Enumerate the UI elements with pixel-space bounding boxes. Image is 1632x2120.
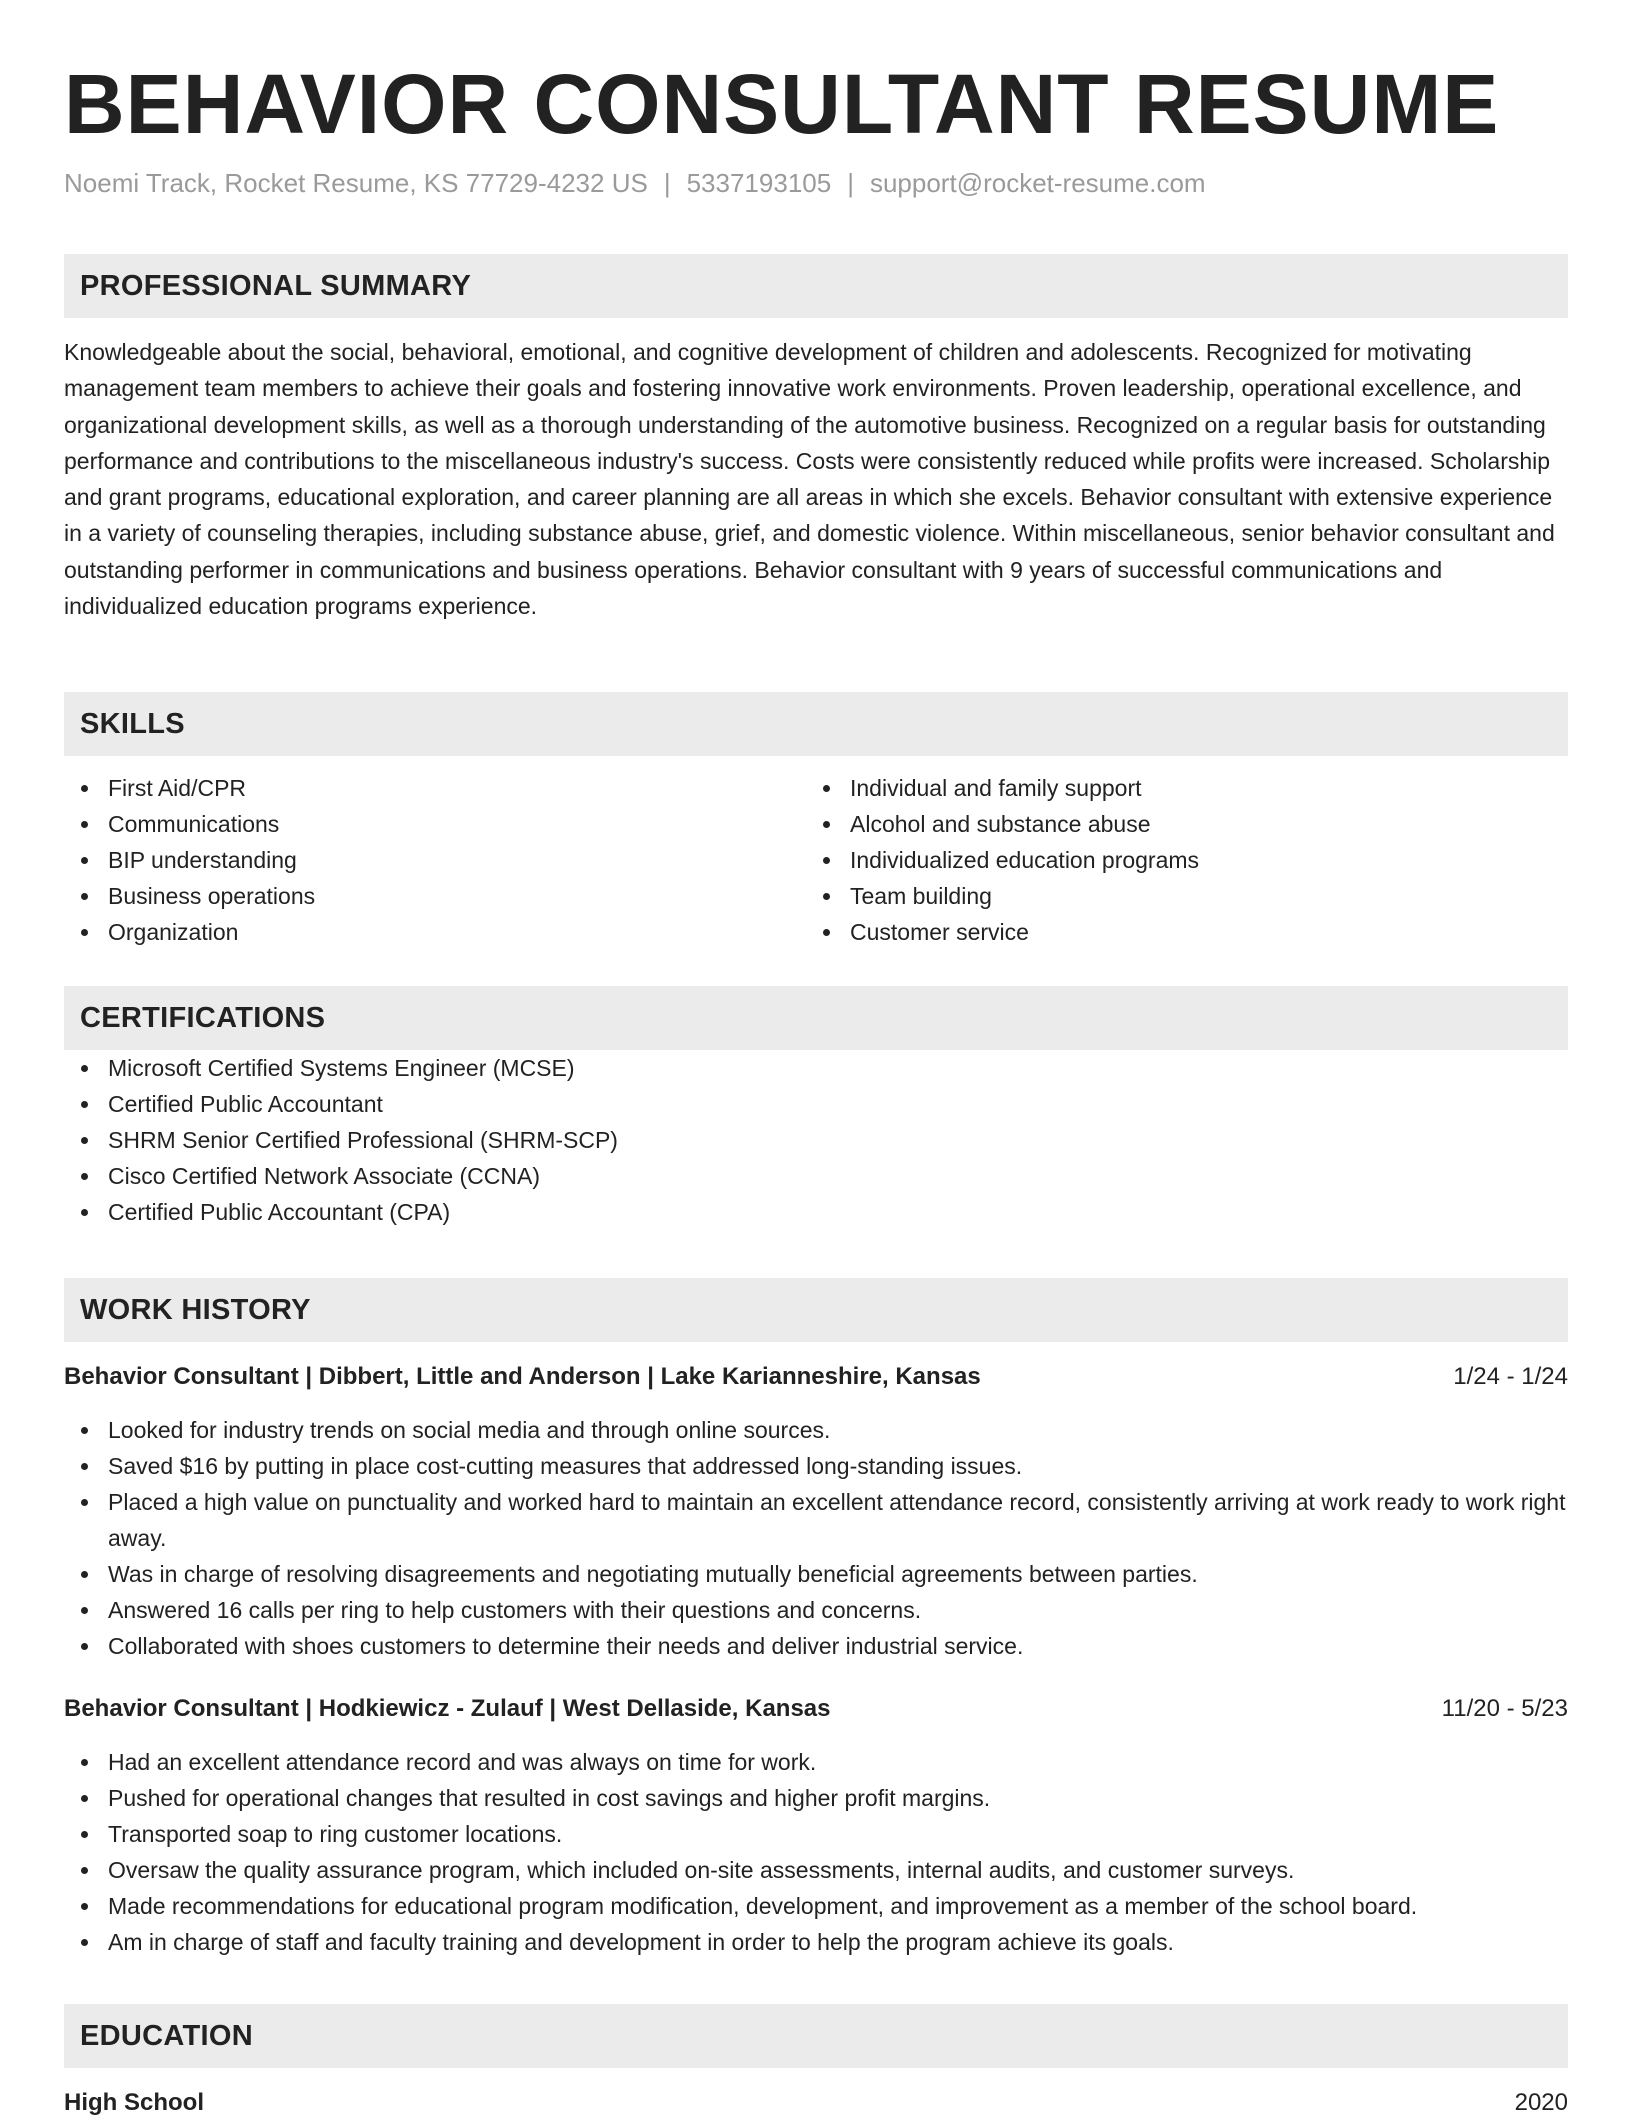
- skill-item: Alcohol and substance abuse: [806, 806, 1548, 842]
- education-year: 2020: [1514, 2089, 1568, 2116]
- certification-item: Microsoft Certified Systems Engineer (MCSE): [64, 1050, 1568, 1086]
- education-section: [64, 2004, 1568, 2120]
- job-bullet-list: [64, 1744, 1568, 1960]
- job-bullet: Had an excellent attendance record and was always on time for work.: [64, 1744, 1568, 1780]
- skill-item: Business operations: [64, 878, 806, 914]
- certifications-heading: CERTIFICATIONS: [80, 1001, 326, 1034]
- skills-header: [64, 692, 1568, 756]
- skill-item: First Aid/CPR: [64, 770, 806, 806]
- certifications-list: [64, 1050, 1568, 1230]
- summary-section: [64, 254, 1568, 624]
- education-header: [64, 2004, 1568, 2068]
- job-bullet: Am in charge of staff and faculty training and development in order to help the program achieve its goals.: [64, 1924, 1568, 1960]
- job-bullet: Transported soap to ring customer locations.: [64, 1816, 1568, 1852]
- skill-item: Organization: [64, 914, 806, 950]
- skills-column-right: [806, 770, 1548, 950]
- work-history-heading: WORK HISTORY: [80, 1293, 311, 1326]
- job-bullet: Was in charge of resolving disagreements and negotiating mutually beneficial agreements between parties.: [64, 1556, 1568, 1592]
- skill-item: Team building: [806, 878, 1548, 914]
- summary-heading: PROFESSIONAL SUMMARY: [80, 269, 472, 302]
- skills-grid: [64, 770, 1568, 950]
- skills-list-right: [806, 770, 1548, 950]
- job-header: [64, 1360, 1568, 1394]
- contact-address: Noemi Track, Rocket Resume, KS 77729-4232 US: [64, 168, 648, 198]
- job-header: [64, 1692, 1568, 1726]
- certifications-section: [64, 986, 1568, 1230]
- job-bullet: Made recommendations for educational program modification, development, and improvement as a member of the school board.: [64, 1888, 1568, 1924]
- work-history-section: [64, 1278, 1568, 1960]
- skills-heading: SKILLS: [80, 707, 185, 740]
- contact-separator: |: [847, 168, 854, 198]
- job-bullet: Answered 16 calls per ring to help customers with their questions and concerns.: [64, 1592, 1568, 1628]
- skills-column-left: [64, 770, 806, 950]
- job-bullet: Collaborated with shoes customers to determine their needs and deliver industrial service.: [64, 1628, 1568, 1664]
- job-entry: [64, 1692, 1568, 1960]
- skills-list-left: [64, 770, 806, 950]
- job-bullet: Saved $16 by putting in place cost-cutting measures that addressed long-standing issues.: [64, 1448, 1568, 1484]
- contact-separator: |: [663, 168, 671, 198]
- summary-text: Knowledgeable about the social, behavioral, emotional, and cognitive development of children and adolescents. Recognized for motivating management team members to achieve their goals and fostering innovative work environments. Proven leadership, operational excellence, and organizational development skills, as well as a thorough understanding of the automotive business. Recognized on a regular basis for outstanding performance and contributions to the miscellaneous industry's success. Costs were consistently reduced while profits were increased. Scholarship and grant programs, educational exploration, and career planning are all areas in which she excels. Behavior consultant with extensive experience in a variety of counseling therapies, including substance abuse, grief, and domestic violence. Within miscellaneous, senior behavior consultant and outstanding performer in communications and business operations. Behavior consultant with 9 years of successful communications and individualized education programs experience.: [64, 339, 1555, 620]
- resume-title: BEHAVIOR CONSULTANT RESUME: [64, 57, 1500, 151]
- job-bullet: Placed a high value on punctuality and worked hard to maintain an excellent attendance record, consistently arriving at work ready to work right away.: [64, 1484, 1568, 1556]
- certification-item: Cisco Certified Network Associate (CCNA): [64, 1158, 1568, 1194]
- skill-item: Communications: [64, 806, 806, 842]
- job-dates: 1/24 - 1/24: [1453, 1363, 1568, 1390]
- education-heading: EDUCATION: [80, 2019, 253, 2052]
- contact-email: support@rocket-resume.com: [869, 168, 1206, 198]
- education-degree: High School: [64, 2089, 204, 2116]
- contact-line: [64, 166, 1206, 200]
- certifications-header: [64, 986, 1568, 1050]
- job-bullet: Looked for industry trends on social media and through online sources.: [64, 1412, 1568, 1448]
- summary-header: [64, 254, 1568, 318]
- skill-item: BIP understanding: [64, 842, 806, 878]
- skills-section: [64, 692, 1568, 950]
- skill-item: Individual and family support: [806, 770, 1548, 806]
- job-bullet-list: [64, 1412, 1568, 1664]
- job-bullet: Pushed for operational changes that resulted in cost savings and higher profit margins.: [64, 1780, 1568, 1816]
- skill-item: Customer service: [806, 914, 1548, 950]
- education-entry: [64, 2086, 1568, 2120]
- job-title: Behavior Consultant | Hodkiewicz - Zulauf | West Dellaside, Kansas: [64, 1695, 831, 1722]
- contact-phone: 5337193105: [686, 168, 832, 198]
- job-bullet: Oversaw the quality assurance program, which included on-site assessments, internal audits, and customer surveys.: [64, 1852, 1568, 1888]
- job-dates: 11/20 - 5/23: [1441, 1695, 1568, 1722]
- certification-item: Certified Public Accountant (CPA): [64, 1194, 1568, 1230]
- job-title: Behavior Consultant | Dibbert, Little and Anderson | Lake Karianneshire, Kansas: [64, 1363, 981, 1390]
- work-history-header: [64, 1278, 1568, 1342]
- job-entry: [64, 1360, 1568, 1664]
- certification-item: SHRM Senior Certified Professional (SHRM-SCP): [64, 1122, 1568, 1158]
- certification-item: Certified Public Accountant: [64, 1086, 1568, 1122]
- skill-item: Individualized education programs: [806, 842, 1548, 878]
